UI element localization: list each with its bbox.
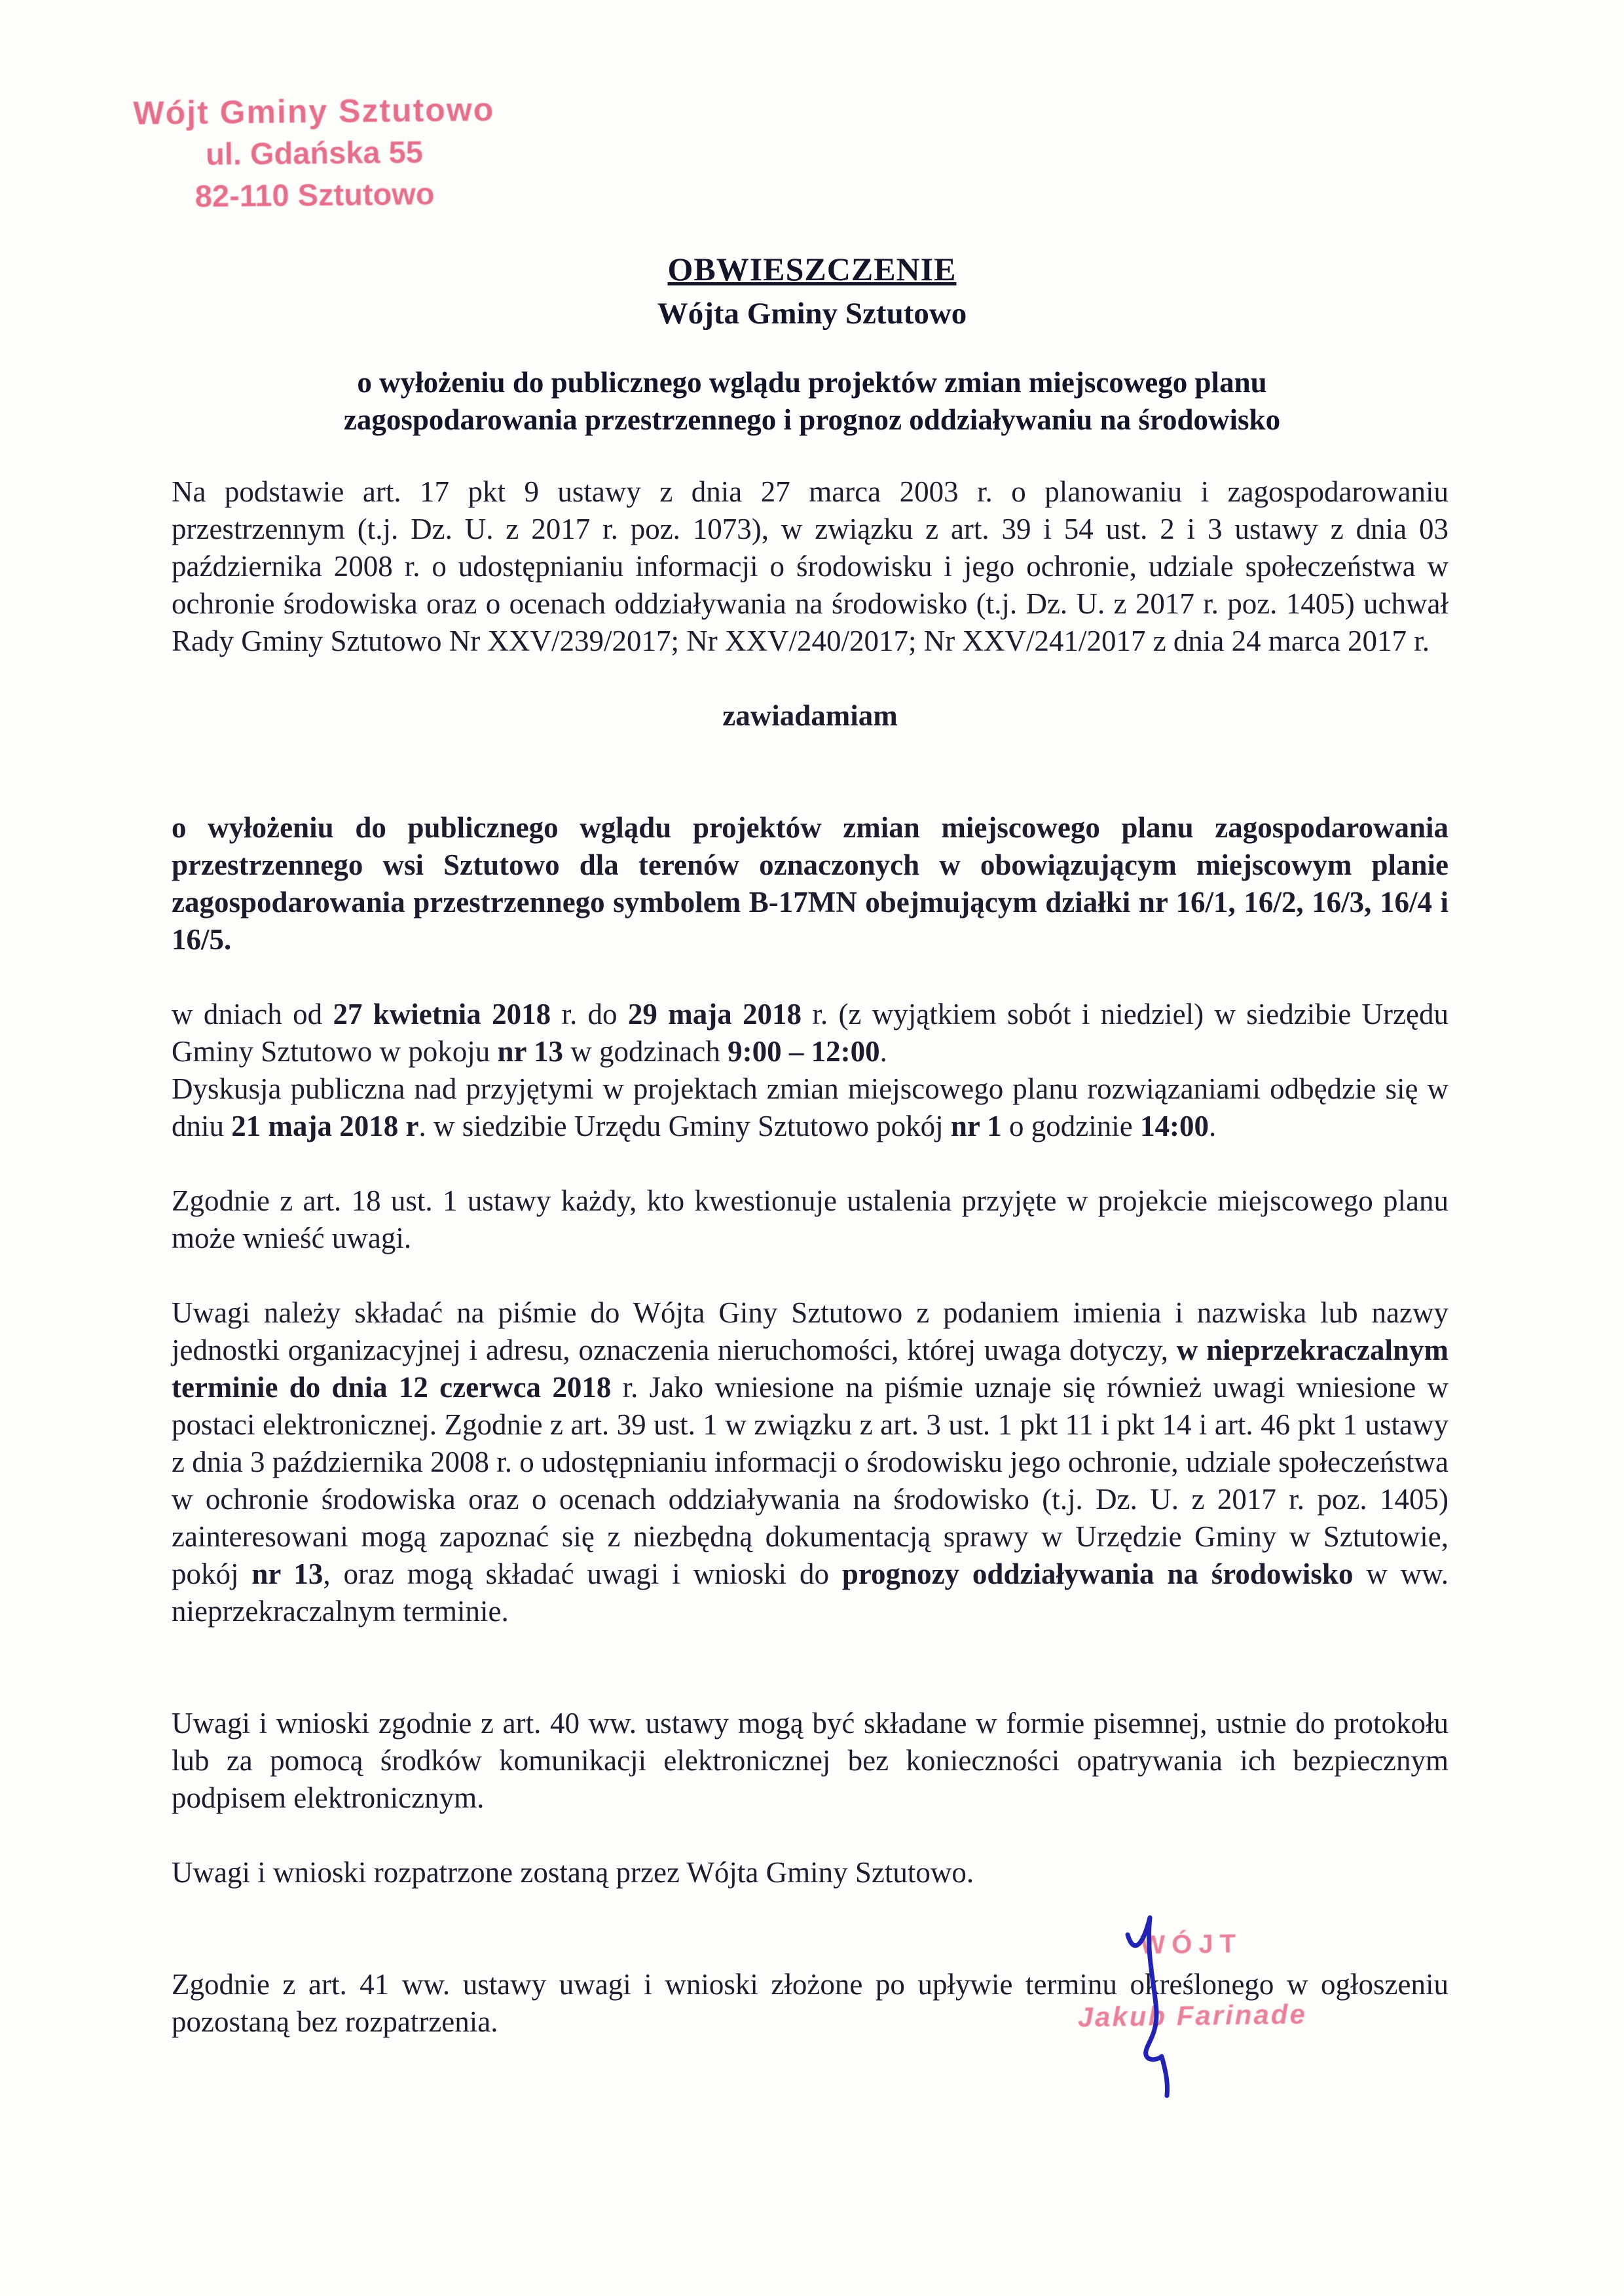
text-run: Zgodnie z art. 18 ust. 1 ustawy każdy, kto kwestionuje ustalenia przyjęte w projekcie miejscowego planu może wnieść uwagi. — [172, 1184, 1449, 1254]
paragraph-1 — [172, 473, 1449, 660]
document-title: OBWIESZCZENIE — [667, 251, 957, 287]
text-run: . w siedzibie Urzędu Gminy Sztutowo pokój — [418, 1110, 951, 1142]
paragraph-4 — [172, 996, 1449, 1070]
text-run: r. do — [551, 998, 628, 1030]
text-run: o godzinie — [1001, 1110, 1140, 1142]
stamp-line-authority: Wójt Gminy Sztutowo — [133, 91, 495, 132]
text-run: r. (z wyjątkiem sobót i niedziel) w siedzibie Urzędu Gminy Sztutowo w pokoju — [172, 998, 1449, 1068]
text-run: Na podstawie art. 17 pkt 9 ustawy z dnia 27 marca 2003 r. o planowaniu i zagospodarowaniu przestrzennym (t.j. Dz. U. z 2017 r. poz. 1073), w związku z art. 39 i 54 ust. 2 i 3 ustawy z dnia 03 października 2008 r. o udostępnianiu informacji o środowisku i jego ochronie, udziale społeczeństwa w ochronie środowiska oraz o ocenach oddziaływania na środowisko (t.j. Dz. U. z 2017 r. poz. 1405) uchwał Rady Gminy Sztutowo Nr XXV/239/2017; Nr XXV/240/2017; Nr XXV/241/2017 z dnia 24 marca 2017 r. — [172, 475, 1449, 657]
text-run: Uwagi należy składać na piśmie do Wójta Giny Sztutowo z podaniem imienia i nazwiska lub nazwy jednostki organizacyjnej i adresu, oznaczenia nieruchomości, której uwaga dotyczy, — [172, 1296, 1449, 1366]
stamp-line-city: 82-110 Sztutowo — [194, 176, 435, 213]
document-issuer: Wójta Gminy Sztutowo — [657, 297, 967, 331]
sender-ink-stamp — [117, 88, 511, 218]
text-run: zawiadamiam — [722, 699, 898, 732]
text-run: w godzinach — [563, 1035, 728, 1068]
text-run: Zgodnie z art. 41 ww. ustawy uwagi i wnioski złożone po upływie terminu określonego w ogłoszeniu pozostaną bez rozpatrzenia. — [172, 1968, 1449, 2038]
text-run: o wyłożeniu do publicznego wglądu projektów zmian miejscowego planu zagospodarowania przestrzennego wsi Sztutowo dla terenów oznaczonych w obowiązującym miejscowym planie zagospodarowania przestrzennego symbolem B-17MN obejmującym działki nr 16/1, 16/2, 16/3, 16/4 i 16/5. — [172, 811, 1449, 956]
signature-stamp-title: WÓJT — [1140, 1929, 1243, 1960]
text-run: 14:00 — [1139, 1110, 1209, 1142]
text-run: . — [879, 1035, 887, 1068]
text-run: w dniach od — [172, 998, 333, 1030]
text-run: prognozy oddziaływania na środowisko — [841, 1558, 1354, 1590]
paragraph-3 — [172, 809, 1449, 958]
text-run: Dyskusja publiczna nad przyjętymi w projektach zmian miejscowego planu rozwiązaniami odbędzie się w dniu — [172, 1072, 1449, 1142]
subject-line-1: o wyłożeniu do publicznego wglądu projektów zmian miejscowego planu — [357, 366, 1267, 399]
document-subject — [0, 364, 1624, 439]
paragraph-5 — [172, 1070, 1449, 1145]
text-run: w nieprzekraczalnym terminie do dnia 12 czerwca 2018 — [172, 1334, 1449, 1404]
stamp-line-street: ul. Gdańska 55 — [205, 134, 424, 172]
text-run: nr 13 — [497, 1035, 563, 1068]
subject-line-2: zagospodarowania przestrzennego i prognoz oddziaływaniu na środowisko — [343, 403, 1281, 436]
paragraph-2 — [172, 697, 1449, 735]
paragraph-6 — [172, 1182, 1449, 1257]
text-run: r. Jako wniesione na piśmie uznaje się również uwagi wniesione w postaci elektronicznej. Zgodnie z art. 39 ust. 1 w związku z art. 3 ust. 1 pkt 11 i pkt 14 i art. 46 pkt 1 ustawy z dnia 3 października 2008 r. o udostępnianiu informacji o środowisku jego ochronie, udziale społeczeństwa w ochronie środowiska oraz o ocenach oddziaływania na środowisko (t.j. Dz. U. z 2017 r. poz. 1405) zainteresowani mogą zapoznać się z niezbędną dokumentacją sprawy w Urzędzie Gminy w Sztutowie, pokój — [172, 1371, 1449, 1590]
signature-stamp-name: Jakub Farinade — [1077, 1998, 1308, 2033]
document-header — [0, 250, 1624, 331]
text-run: , oraz mogą składać uwagi i wnioski do — [323, 1558, 842, 1590]
text-run: 9:00 – 12:00 — [728, 1035, 880, 1068]
text-run: nr 1 — [950, 1110, 1002, 1142]
text-run: Uwagi i wnioski zgodnie z art. 40 ww. ustawy mogą być składane w formie pisemnej, ustnie do protokołu lub za pomocą środków komunikacji elektronicznej bez konieczności opatrywania ich bezpiecznym podpisem elektronicznym. — [172, 1707, 1449, 1814]
text-run: . — [1208, 1110, 1217, 1142]
paragraph-9 — [172, 1854, 1449, 1891]
paragraph-7 — [172, 1294, 1449, 1630]
text-run: 21 maja 2018 r — [231, 1110, 419, 1142]
text-run: nr 13 — [251, 1558, 323, 1590]
text-run: Uwagi i wnioski rozpatrzone zostaną przez Wójta Gminy Sztutowo. — [172, 1856, 974, 1889]
signature-scribble — [1113, 1908, 1218, 2105]
text-run: 29 maja 2018 — [627, 998, 802, 1030]
document-body — [172, 473, 1449, 2041]
paragraph-8 — [172, 1705, 1449, 1817]
text-run: 27 kwietnia 2018 — [333, 998, 551, 1030]
text-run: w ww. nieprzekraczalnym terminie. — [172, 1558, 1449, 1628]
